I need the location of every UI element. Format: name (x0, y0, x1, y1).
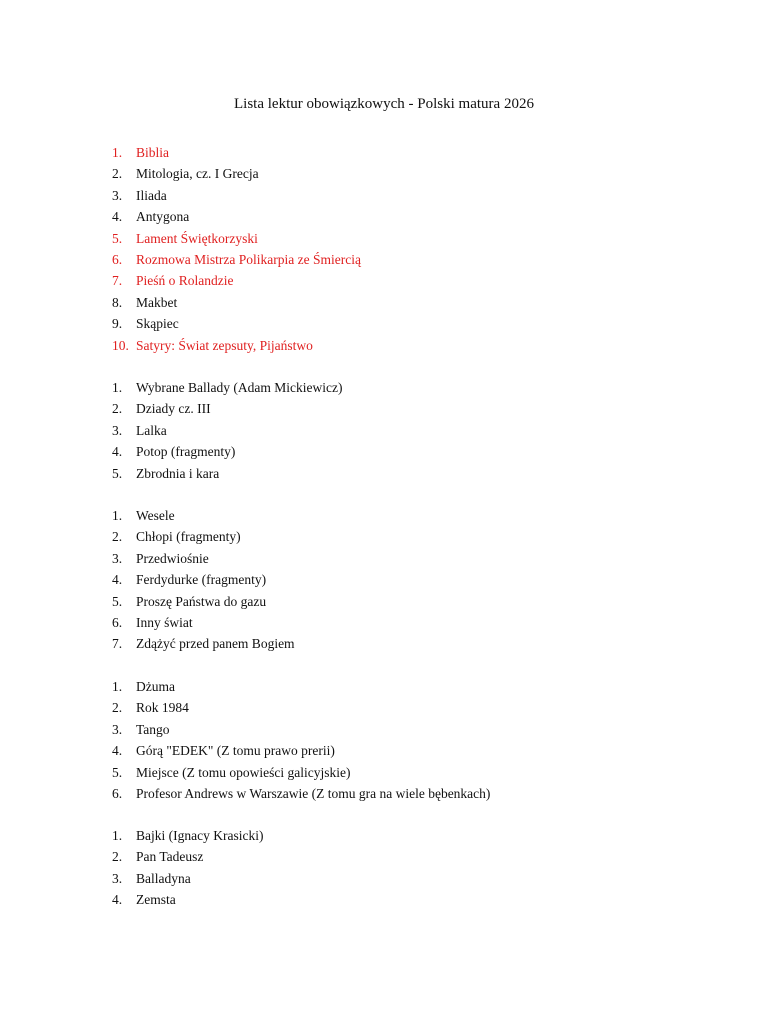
list-item-number: 10. (112, 337, 129, 353)
list-item-number: 8. (112, 294, 123, 310)
list-item-title: Potop (fragmenty) (136, 444, 236, 460)
list-item-number: 6. (112, 614, 123, 630)
list-item (112, 676, 490, 697)
list-item-title: Makbet (136, 294, 178, 310)
list-item-number: 3. (112, 870, 123, 886)
list-item (112, 206, 361, 227)
list-item (112, 740, 490, 761)
list-item (112, 697, 490, 718)
list-item-title: Tango (136, 721, 170, 737)
list-item (112, 185, 361, 206)
list-item (112, 270, 361, 291)
list-item-number: 5. (112, 465, 123, 481)
list-item-number: 5. (112, 764, 123, 780)
list-item-title: Rozmowa Mistrza Polikarpia ze Śmiercią (136, 251, 361, 267)
list-item (112, 526, 295, 547)
list-item (112, 441, 342, 462)
list-item-number: 2. (112, 166, 123, 182)
reading-list-2 (112, 377, 342, 484)
list-item (112, 591, 295, 612)
list-item (112, 313, 361, 334)
list-item-title: Zdążyć przed panem Bogiem (136, 636, 295, 652)
list-item (112, 633, 295, 654)
list-item-number: 1. (112, 828, 123, 843)
list-item-number: 6. (112, 785, 123, 801)
list-item-number: 7. (112, 636, 123, 652)
list-item (112, 612, 295, 633)
list-item-title: Balladyna (136, 870, 191, 886)
list-item (112, 228, 361, 249)
list-item-title: Inny świat (136, 614, 193, 630)
list-item (112, 463, 342, 484)
list-item-number: 1. (112, 380, 123, 395)
list-item-title: Rok 1984 (136, 700, 189, 716)
list-item-title: Bajki (Ignacy Krasicki) (136, 828, 264, 843)
list-item-number: 6. (112, 251, 123, 267)
list-item-title: Skąpiec (136, 316, 179, 332)
list-item (112, 142, 361, 163)
list-item (112, 292, 361, 313)
list-item-title: Przedwiośnie (136, 550, 209, 566)
list-item (112, 825, 263, 846)
list-item (112, 783, 490, 804)
list-item-title: Profesor Andrews w Warszawie (Z tomu gra na wiele bębenkach) (136, 785, 491, 801)
list-item (112, 868, 263, 889)
list-item-number: 2. (112, 529, 123, 545)
list-item-title: Zemsta (136, 892, 176, 908)
list-item-number: 9. (112, 316, 123, 332)
list-item (112, 420, 342, 441)
list-item-number: 5. (112, 593, 123, 609)
list-item-title: Wesele (136, 508, 175, 523)
list-item-title: Ferdydurke (fragmenty) (136, 572, 267, 588)
reading-list-5 (112, 825, 263, 911)
list-item-number: 4. (112, 892, 123, 908)
list-item-number: 4. (112, 572, 123, 588)
list-item-number: 3. (112, 187, 123, 203)
list-item-title: Wybrane Ballady (Adam Mickiewicz) (136, 380, 343, 395)
list-item-title: Górą "EDEK" (Z tomu prawo prerii) (136, 743, 335, 759)
list-item-title: Pieśń o Rolandzie (136, 273, 234, 289)
list-item (112, 846, 263, 867)
list-item (112, 505, 295, 526)
reading-list-4 (112, 676, 490, 804)
list-item (112, 719, 490, 740)
list-item (112, 377, 342, 398)
list-item-title: Chłopi (fragmenty) (136, 529, 241, 545)
list-item-number: 2. (112, 401, 123, 417)
list-item-number: 3. (112, 422, 123, 438)
list-item-number: 2. (112, 700, 123, 716)
list-item-number: 2. (112, 849, 123, 865)
list-item (112, 163, 361, 184)
list-item (112, 889, 263, 910)
list-item-title: Dziady cz. III (136, 401, 211, 417)
list-item-title: Miejsce (Z tomu opowieści galicyjskie) (136, 764, 351, 780)
list-item-number: 3. (112, 550, 123, 566)
list-item-number: 4. (112, 209, 123, 225)
list-item (112, 762, 490, 783)
list-item-number: 5. (112, 230, 123, 246)
list-item-title: Proszę Państwa do gazu (136, 593, 267, 609)
list-item-title: Antygona (136, 209, 190, 225)
list-item-title: Biblia (136, 145, 169, 160)
list-item-number: 1. (112, 145, 123, 160)
list-item-title: Dżuma (136, 679, 175, 694)
list-item-title: Mitologia, cz. I Grecja (136, 166, 259, 182)
list-item-title: Satyry: Świat zepsuty, Pijaństwo (136, 337, 313, 353)
list-item-title: Lalka (136, 422, 167, 438)
list-item (112, 249, 361, 270)
list-item (112, 548, 295, 569)
list-item-title: Iliada (136, 187, 167, 203)
list-item (112, 569, 295, 590)
reading-list-1 (112, 142, 361, 356)
list-item-number: 3. (112, 721, 123, 737)
document-title: Lista lektur obowiązkowych - Polski matura 2026 (234, 96, 534, 112)
reading-list-3 (112, 505, 295, 655)
list-item-title: Lament Świętkorzyski (136, 230, 258, 246)
list-item (112, 398, 342, 419)
list-item-number: 4. (112, 444, 123, 460)
list-item-title: Zbrodnia i kara (136, 465, 220, 481)
list-item-number: 7. (112, 273, 123, 289)
list-item-number: 1. (112, 508, 123, 523)
list-item-number: 4. (112, 743, 123, 759)
list-item-number: 1. (112, 679, 123, 694)
list-item-title: Pan Tadeusz (136, 849, 204, 865)
list-item (112, 335, 361, 356)
